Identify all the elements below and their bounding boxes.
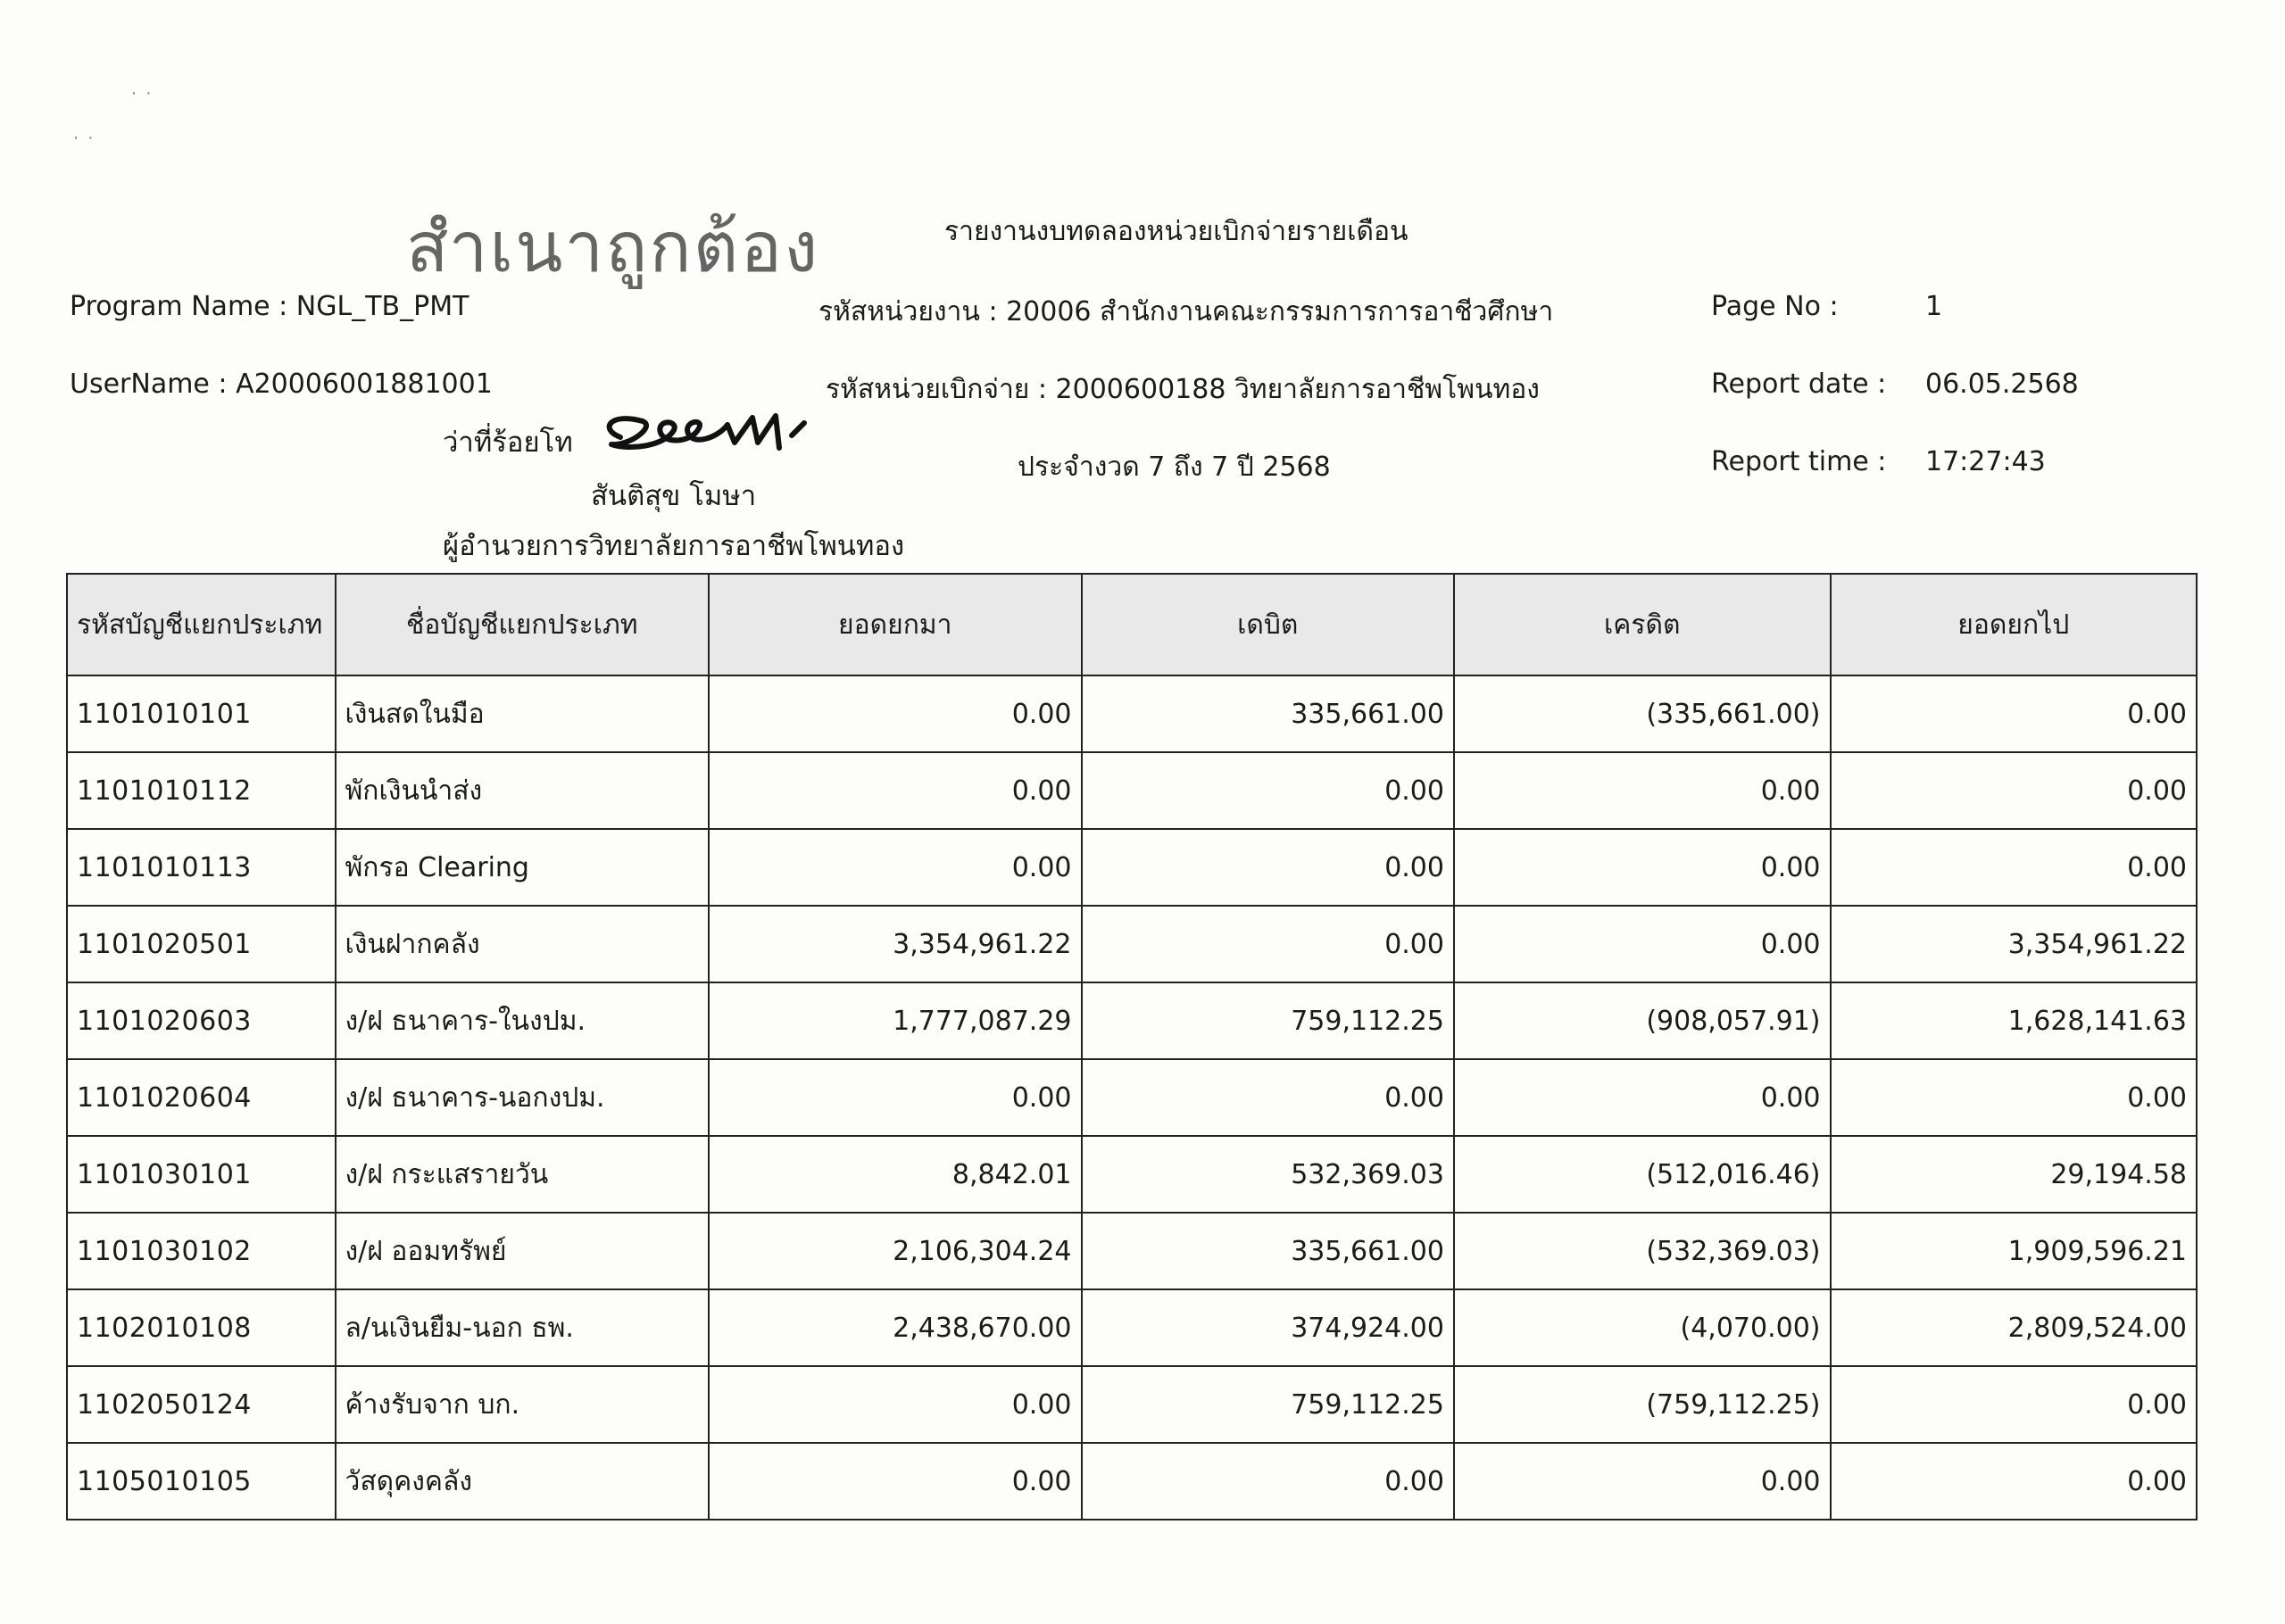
debit: 759,112.25 <box>1082 982 1454 1059</box>
certified-copy-stamp: สำเนาถูกต้อง <box>406 208 820 288</box>
opening-balance: 0.00 <box>709 752 1081 829</box>
debit: 0.00 <box>1082 829 1454 906</box>
disbursing-unit-code: รหัสหน่วยเบิกจ่าย : 2000600188 วิทยาลัยการอาชีพโพนทอง <box>826 374 1540 405</box>
table-row <box>67 1443 2197 1520</box>
debit: 0.00 <box>1082 1443 1454 1520</box>
opening-balance: 2,438,670.00 <box>709 1289 1081 1366</box>
closing-balance: 0.00 <box>1831 675 2197 752</box>
credit: (335,661.00) <box>1454 675 1831 752</box>
account-code: 1101030101 <box>67 1136 336 1213</box>
account-name: ค้างรับจาก บก. <box>336 1366 710 1443</box>
signer-rank: ว่าที่ร้อยโท <box>443 427 573 459</box>
credit: 0.00 <box>1454 1443 1831 1520</box>
scan-mark: ˙ ˙ <box>71 134 96 155</box>
debit: 532,369.03 <box>1082 1136 1454 1213</box>
col-header-opening-balance: ยอดยกมา <box>709 574 1081 675</box>
col-header-closing-balance: ยอดยกไป <box>1831 574 2197 675</box>
account-code: 1101020501 <box>67 906 336 982</box>
account-code: 1102050124 <box>67 1366 336 1443</box>
account-name: เงินฝากคลัง <box>336 906 710 982</box>
account-code: 1101020604 <box>67 1059 336 1136</box>
trial-balance-table <box>66 573 2198 1520</box>
closing-balance: 1,628,141.63 <box>1831 982 2197 1059</box>
account-code: 1101010113 <box>67 829 336 906</box>
closing-balance: 1,909,596.21 <box>1831 1213 2197 1289</box>
report-title: รายงานงบทดลองหน่วยเบิกจ่ายรายเดือน <box>944 216 1408 247</box>
table-row <box>67 1136 2197 1213</box>
page-no-value: 1 <box>1925 291 1943 322</box>
account-name: เงินสดในมือ <box>336 675 710 752</box>
credit: (4,070.00) <box>1454 1289 1831 1366</box>
signer-name: สันติสุข โมษา <box>591 480 757 512</box>
opening-balance: 0.00 <box>709 829 1081 906</box>
account-name: ง/ฝ ธนาคาร-นอกงปม. <box>336 1059 710 1136</box>
account-name: ง/ฝ กระแสรายวัน <box>336 1136 710 1213</box>
signer-position: ผู้อำนวยการวิทยาลัยการอาชีพโพนทอง <box>443 530 905 562</box>
closing-balance: 0.00 <box>1831 1443 2197 1520</box>
debit: 759,112.25 <box>1082 1366 1454 1443</box>
report-period: ประจำงวด 7 ถึง 7 ปี 2568 <box>1018 452 1331 483</box>
debit: 0.00 <box>1082 752 1454 829</box>
debit: 0.00 <box>1082 906 1454 982</box>
table-row <box>67 1059 2197 1136</box>
report-date-label: Report date : <box>1711 369 1887 400</box>
report-time-label: Report time : <box>1711 446 1887 477</box>
opening-balance: 0.00 <box>709 1059 1081 1136</box>
table-row <box>67 906 2197 982</box>
debit: 335,661.00 <box>1082 675 1454 752</box>
account-code: 1101020603 <box>67 982 336 1059</box>
report-time-value: 17:27:43 <box>1925 446 2046 477</box>
credit: 0.00 <box>1454 829 1831 906</box>
table-row <box>67 829 2197 906</box>
credit: 0.00 <box>1454 752 1831 829</box>
page-no-label: Page No : <box>1711 291 1839 322</box>
account-name: ล/นเงินยืม-นอก ธพ. <box>336 1289 710 1366</box>
account-code: 1102010108 <box>67 1289 336 1366</box>
table-row <box>67 752 2197 829</box>
account-name: พักรอ Clearing <box>336 829 710 906</box>
opening-balance: 3,354,961.22 <box>709 906 1081 982</box>
closing-balance: 3,354,961.22 <box>1831 906 2197 982</box>
debit: 374,924.00 <box>1082 1289 1454 1366</box>
account-code: 1101010112 <box>67 752 336 829</box>
col-header-account-name: ชื่อบัญชีแยกประเภท <box>336 574 710 675</box>
closing-balance: 2,809,524.00 <box>1831 1289 2197 1366</box>
report-date-value: 06.05.2568 <box>1925 369 2079 400</box>
col-header-debit: เดบิต <box>1082 574 1454 675</box>
credit: 0.00 <box>1454 906 1831 982</box>
col-header-credit: เครดิต <box>1454 574 1831 675</box>
credit: (908,057.91) <box>1454 982 1831 1059</box>
opening-balance: 2,106,304.24 <box>709 1213 1081 1289</box>
closing-balance: 0.00 <box>1831 752 2197 829</box>
account-name: วัสดุคงคลัง <box>336 1443 710 1520</box>
program-name: Program Name : NGL_TB_PMT <box>70 291 469 322</box>
table-row <box>67 1289 2197 1366</box>
handwritten-signature <box>594 402 835 473</box>
table-row <box>67 1366 2197 1443</box>
agency-code: รหัสหน่วยงาน : 20006 สำนักงานคณะกรรมการการอาชีวศึกษา <box>818 296 1554 327</box>
credit: (759,112.25) <box>1454 1366 1831 1443</box>
table-row <box>67 1213 2197 1289</box>
table-header-row <box>67 574 2197 675</box>
closing-balance: 0.00 <box>1831 829 2197 906</box>
username: UserName : A20006001881001 <box>70 369 493 400</box>
opening-balance: 0.00 <box>709 1443 1081 1520</box>
opening-balance: 1,777,087.29 <box>709 982 1081 1059</box>
credit: (532,369.03) <box>1454 1213 1831 1289</box>
credit: 0.00 <box>1454 1059 1831 1136</box>
opening-balance: 0.00 <box>709 1366 1081 1443</box>
table-row <box>67 982 2197 1059</box>
debit: 0.00 <box>1082 1059 1454 1136</box>
account-code: 1101030102 <box>67 1213 336 1289</box>
account-code: 1105010105 <box>67 1443 336 1520</box>
account-name: ง/ฝ ธนาคาร-ในงปม. <box>336 982 710 1059</box>
closing-balance: 0.00 <box>1831 1059 2197 1136</box>
table-row <box>67 675 2197 752</box>
scan-mark: ˙ ˙ <box>129 89 154 111</box>
account-name: ง/ฝ ออมทรัพย์ <box>336 1213 710 1289</box>
opening-balance: 0.00 <box>709 675 1081 752</box>
account-name: พักเงินนำส่ง <box>336 752 710 829</box>
debit: 335,661.00 <box>1082 1213 1454 1289</box>
account-code: 1101010101 <box>67 675 336 752</box>
col-header-account-code: รหัสบัญชีแยกประเภท <box>67 574 336 675</box>
opening-balance: 8,842.01 <box>709 1136 1081 1213</box>
credit: (512,016.46) <box>1454 1136 1831 1213</box>
closing-balance: 29,194.58 <box>1831 1136 2197 1213</box>
closing-balance: 0.00 <box>1831 1366 2197 1443</box>
